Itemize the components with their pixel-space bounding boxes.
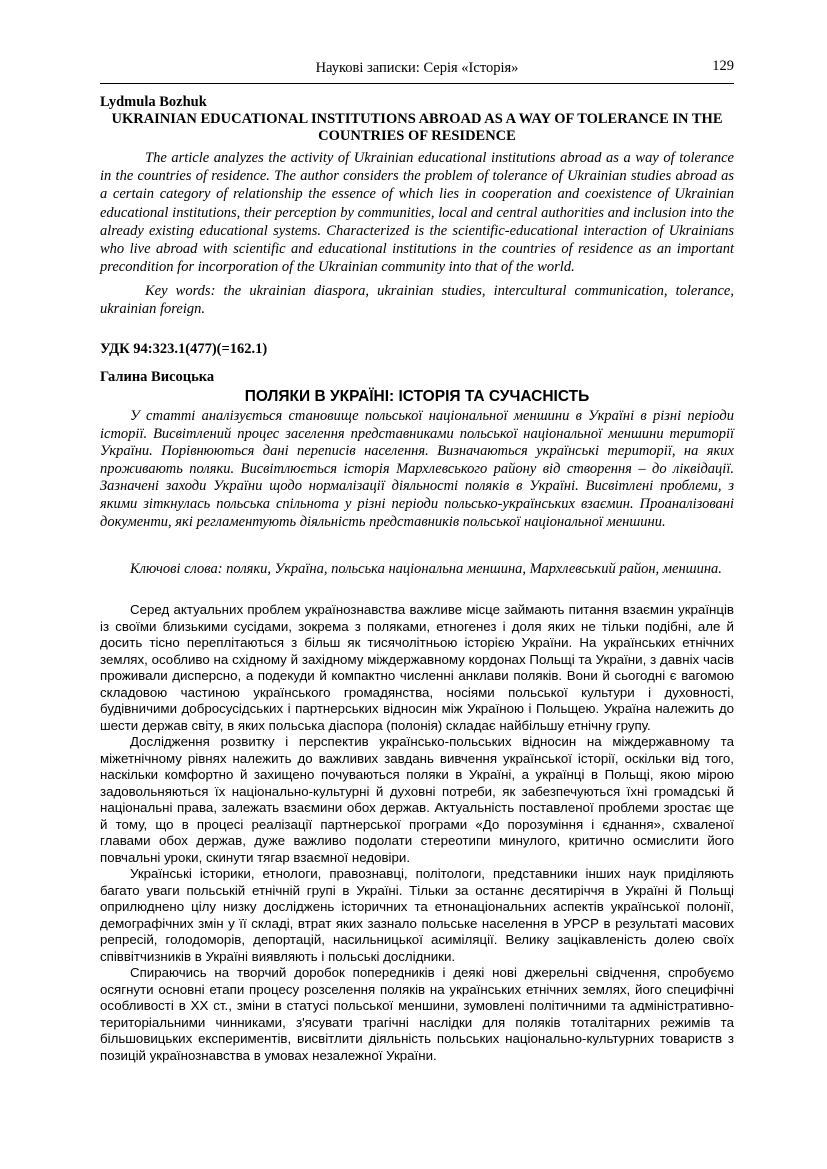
author-name-en: Lydmula Bozhuk — [100, 94, 207, 110]
page-header — [100, 58, 734, 80]
header-rule — [100, 83, 734, 84]
abstract-en: The article analyzes the activity of Ukrainian educational institutions abroad as a way of tolerance in the countries of residence. The author considers the problem of tolerance of Ukrainian studies abroad as a certain category of relationship the essence of which lies in cooperation and coexistence of Ukrainian educational institutions, their perception by communities, local and central authorities and inclusion into the already existing educational systems. Characterized is the scientific-educational interaction of Ukrainians who live abroad with scientific and educational institutions in the countries of residence as an important precondition for incorporation of the Ukrainian community into that of the world. — [100, 150, 734, 276]
body-paragraph: Українські історики, етнологи, правознавці, політологи, представники інших наук приділяють багато уваги польській етнічній групі в Україні. Тільки за останнє десятиріччя в Україні й Польщі оприлюднено цілу низку досліджень історичних та етнонаціональних аспектів української полонії, демографічних змін у її складі, втрат яких зазнало польське населення в УРСР в результаті масових репресій, голодоморів, депортацій, насильницької асиміляції. Велику зацікавленість долею своїх співвітчизників в Україні виявляють і польські дослідники. — [100, 866, 734, 964]
article-title-en: UKRAINIAN EDUCATIONAL INSTITUTIONS ABROAD AS A WAY OF TOLERANCE IN THE COUNTRIES OF RESIDENCE — [111, 111, 723, 144]
body-paragraph: Спираючись на творчий доробок попередників і деякі нові джерельні свідчення, спробуємо осягнути основні етапи процесу розселення поляків на українських етнічних землях, його специфічні особливості в ХХ ст., зміни в статусі польської меншини, зумовлені політичними та адміністративно-територіальними чинниками, з'ясувати трагічні наслідки для поляків тоталітарних режимів та більшовицьких експериментів, висвітлити діяльність польських національно-культурних товариств з позицій українознавства в умовах незалежної України. — [100, 965, 734, 1063]
article-body — [100, 602, 734, 1064]
body-paragraph: Дослідження розвитку і перспектив українсько-польських відносин на міждержавному та міжетнічному рівнях належить до важливих завдань вивчення української історії, оскільки від того, наскільки комфортно й захищено почуваються поляки в Україні, а українці в Польщі, якою мірою задовольняються їх національно-культурні й духовні потреби, як забезпечуються їхні громадські й національні права, залежать взаємини обох держав. Актуальність поставленої проблеми зростає ще й тому, що в процесі реалізації партнерської програми «До порозуміння і єднання», схваленої главами обох держав, дуже важливо подолати стереотипи минулого, критично осмислити його повчальні уроки, скинути тягар взаємної недовіри. — [100, 734, 734, 865]
body-paragraph: Серед актуальних проблем українознавства важливе місце займають питання взаємин українців із своїми близькими сусідами, зокрема з поляками, етногенез і доля яких не тільки подібні, але й досить тісно переплітаються з більш як тисячолітньою історією України. На українських етнічних землях, особливо на східному й західному міждержавному кордонах Польщі та України, з давніх часів проживали дисперсно, а подекуди й компактно численні анклави поляків. Вони й сьогодні є вагомою складовою частиною українського громадянства, носіями польської культури і духовності, будівничими добросусідських і партнерських відносин між Україною і Польщею. Україна належить до шести держав світу, в яких польська діаспора (полонія) складає найбільшу етнічну групу. — [100, 602, 734, 733]
udk-code: УДК 94:323.1(477)(=162.1) — [100, 341, 268, 357]
running-title: Наукові записки: Серія «Історія» — [315, 60, 519, 76]
abstract-ua: У статті аналізується становище польської національної меншини в Україні в різні періоди історії. Висвітлений процес заселення представниками польської національної меншини території України. Порівнюються дані переписів населення. Визначаються українські території, на яких проживають поляки. Висвітлюється історія Мархлевського району від створення – до ліквідації. Зазначені заходи України щодо нормалізації діяльності поляків в Україні. Висвітлені проблеми, з якими зіткнулась польська спільнота у різні періоди польсько-українських взаємин. Проаналізовані документи, які регламентують діяльність представників польської національної меншини. — [100, 408, 734, 530]
page-number: 129 — [712, 58, 734, 74]
keywords-ua: Ключові слова: поляки, Україна, польська національна меншина, Мархлевський район, меншина. — [130, 561, 722, 577]
article-title-ua: ПОЛЯКИ В УКРАЇНІ: ІСТОРІЯ ТА СУЧАСНІСТЬ — [244, 388, 590, 405]
keywords-en: Key words: the ukrainian diaspora, ukrainian studies, intercultural communication, tolerance, ukrainian foreign. — [100, 283, 734, 318]
author-name-ua: Галина Висоцька — [100, 369, 215, 385]
